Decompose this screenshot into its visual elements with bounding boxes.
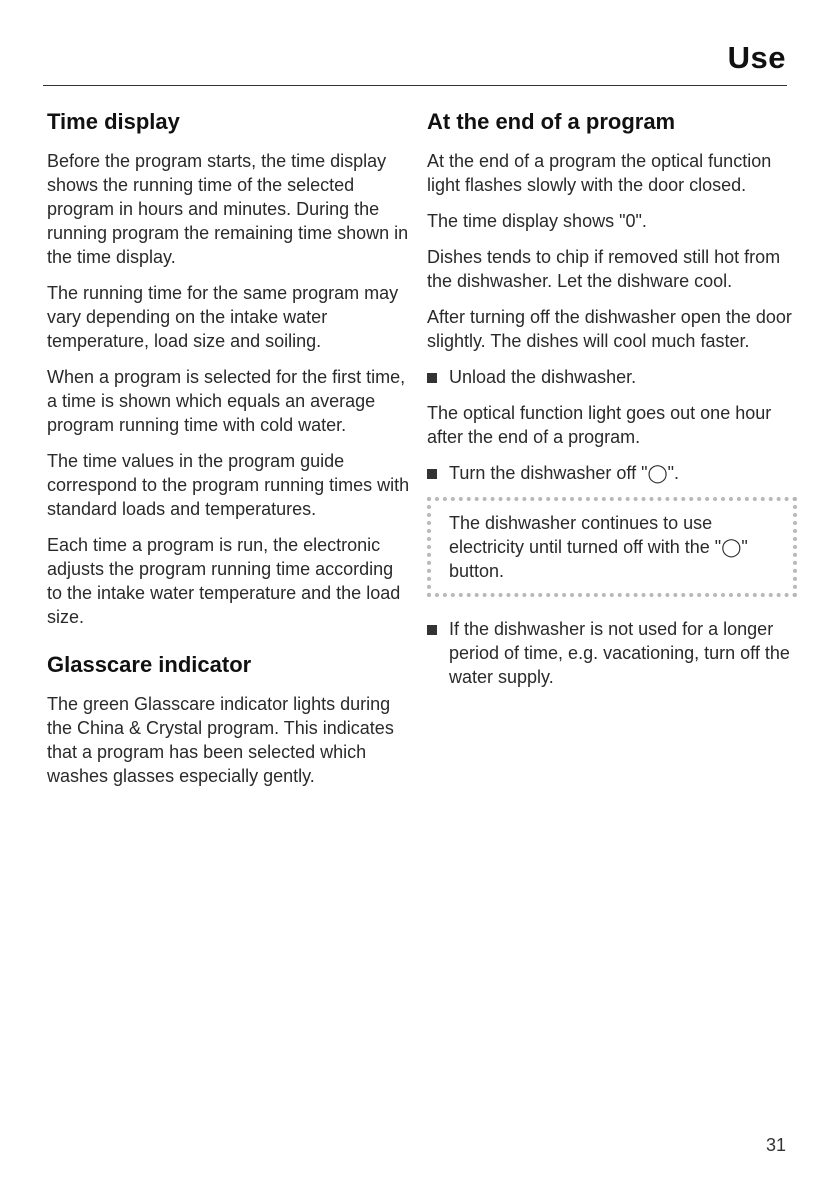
bullet-turn-off <box>427 461 797 485</box>
time-display-paragraph: The time values in the program guide correspond to the program running times with standard loads and temperatures. <box>47 451 410 519</box>
time-display-heading: Time display <box>47 109 180 134</box>
bullet-unload <box>427 365 797 389</box>
end-of-program-heading: At the end of a program <box>427 109 676 134</box>
end-paragraph-5: The optical function light goes out one hour after the end of a program. <box>427 403 772 447</box>
bullet-text: Unload the dishwasher. <box>449 367 637 387</box>
header-rule <box>43 85 787 86</box>
bullet-square-icon <box>427 625 437 635</box>
bullet-square-icon <box>427 373 437 383</box>
left-column <box>47 108 412 800</box>
time-display-paragraph: Each time a program is run, the electronic adjusts the program running time according to the intake water temperature and the load size. <box>47 535 401 627</box>
bullet-water-supply <box>427 617 797 689</box>
end-paragraph-3: Dishes tends to chip if removed still hot from the dishwasher. Let the dishware cool. <box>427 247 781 291</box>
end-paragraph-1: At the end of a program the optical function light flashes slowly with the door closed. <box>427 151 772 195</box>
end-paragraph-2: The time display shows "0". <box>427 211 647 231</box>
glasscare-paragraph: The green Glasscare indicator lights during the China & Crystal program. This indicates that a program has been selected which washes glasses especially gently. <box>47 694 394 786</box>
bullet-text: Turn the dishwasher off "◯". <box>449 463 680 483</box>
glasscare-heading: Glasscare indicator <box>47 652 252 677</box>
note-text: The dishwasher continues to use electricity until turned off with the "◯" button. <box>449 513 748 581</box>
bullet-text: If the dishwasher is not used for a longer period of time, e.g. vacationing, turn off the water supply. <box>449 619 790 687</box>
time-display-paragraph: Before the program starts, the time display shows the running time of the selected program in hours and minutes. During the running program the remaining time shown in the time display. <box>47 151 409 267</box>
right-column <box>427 108 797 701</box>
section-title: Use <box>727 40 786 75</box>
time-display-paragraph: The running time for the same program may vary depending on the intake water temperature, load size and soiling. <box>47 283 399 351</box>
end-paragraph-4: After turning off the dishwasher open the door slightly. The dishes will cool much faster. <box>427 307 792 351</box>
electricity-note <box>427 497 797 597</box>
page-number: 31 <box>765 1135 786 1155</box>
bullet-square-icon <box>427 469 437 479</box>
time-display-paragraph: When a program is selected for the first time, a time is shown which equals an average program running time with cold water. <box>47 367 406 435</box>
